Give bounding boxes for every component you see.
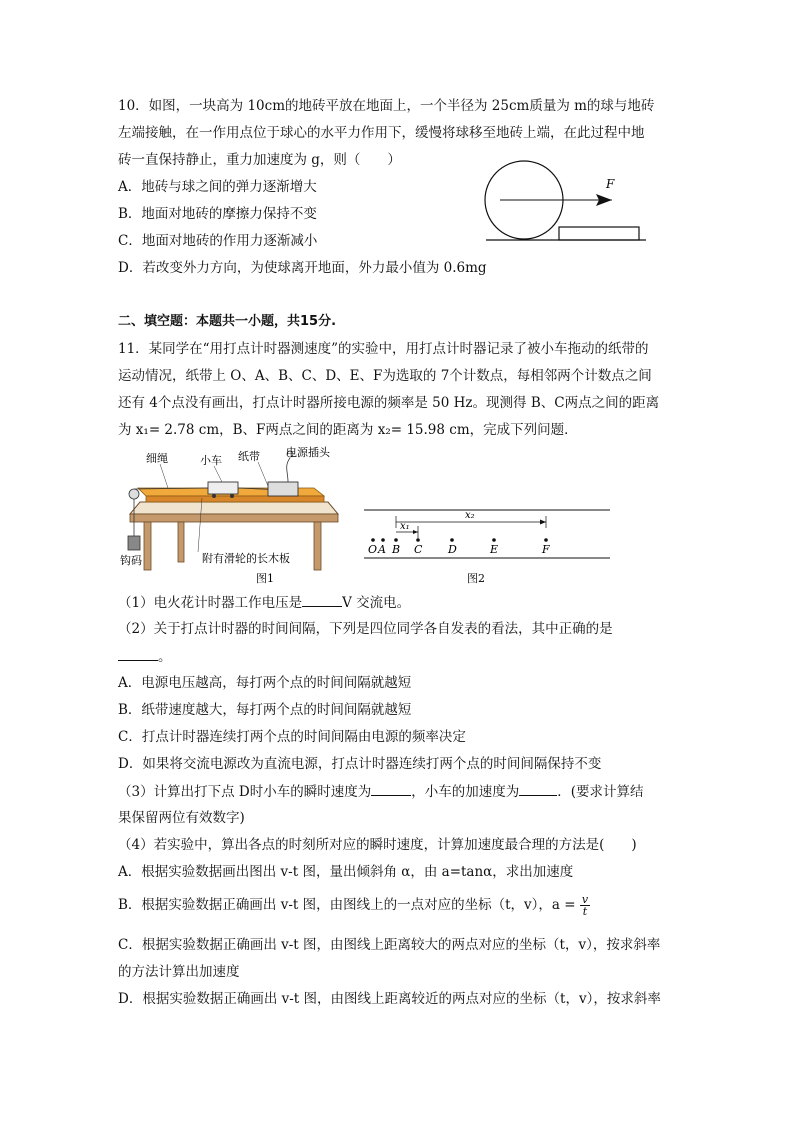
x1-label: x₁ (400, 521, 410, 532)
brick (559, 227, 639, 240)
q11-p4: （4）若实验中，算出各点的时刻所对应的瞬时速度，计算加速度最合理的方法是( ) (118, 837, 637, 853)
q11-p4-option-c-2: 的方法计算出加速度 (118, 964, 240, 980)
q11-intro-3: 还有 4个点没有画出，打点计时器所接电源的频率是 50 Hz。现测得 B、C两点之间的距离 (118, 395, 660, 411)
point-label: A (378, 543, 386, 556)
figure-2 (362, 496, 612, 586)
q11-p2-end: 。 (118, 646, 172, 667)
label-tape: 纸带 (238, 450, 260, 463)
q11-intro-1: 11．某同学在“用打点计时器测速度”的实验中，用打点计时器记录了被小车拖动的纸带的 (118, 341, 649, 357)
q10-line2: 左端接触，在一作用点位于球心的水平力作用下，缓慢将球移至地砖上端，在此过程中地 (118, 125, 645, 141)
answer-blank[interactable] (118, 646, 158, 661)
point-label: O (368, 543, 378, 556)
q10-figure (484, 160, 654, 246)
point-label: B (392, 543, 401, 556)
q11-p2-option-b: B．纸带速度越大，每打两个点的时间间隔就越短 (118, 702, 412, 718)
section2-title: 二、填空题：本题共一小题，共15分. (118, 314, 337, 329)
q11-p2-option-a: A．电源电压越高，每打两个点的时间间隔就越短 (118, 675, 412, 691)
q11-p2: （2）关于打点计时器的时间间隔，下列是四位同学各自发表的看法，其中正确的是 (118, 621, 613, 637)
figure-1-caption: 图1 (256, 572, 274, 585)
timer (268, 482, 298, 496)
q11-intro-2: 运动情况，纸带上 O、A、B、C、D、E、F为选取的 7个计数点，每相邻两个计数点之间 (118, 368, 652, 384)
fraction-v-over-t: $\frac{v}{t}$ (581, 893, 589, 918)
label-cart: 小车 (200, 454, 222, 467)
label-board: 附有滑轮的长木板 (202, 552, 290, 565)
answer-blank[interactable] (371, 781, 411, 796)
weight (128, 536, 140, 550)
q10-option-b: B．地面对地砖的摩擦力保持不变 (118, 206, 317, 222)
q11-p4-option-a: A．根据实验数据画出图出 v-t 图，量出倾斜角 α，由 a=tanα，求出加速度 (118, 864, 574, 880)
q10-option-c: C．地面对地砖的作用力逐渐减小 (118, 233, 318, 249)
table-top (130, 502, 338, 514)
point-label: C (414, 543, 423, 556)
x2-label: x₂ (465, 510, 475, 521)
table-leg (314, 522, 321, 570)
label-weight: 钩码 (120, 554, 142, 567)
q10-option-a: A．地砖与球之间的弹力逐渐增大 (118, 179, 317, 195)
cart (208, 482, 238, 494)
label-rope: 细绳 (146, 452, 168, 465)
figure-1 (118, 444, 348, 586)
point-label: D (448, 543, 457, 556)
figure-2-caption: 图2 (467, 572, 485, 585)
point-label: F (542, 543, 550, 556)
q10-option-d: D．若改变外力方向，为使球离开地面，外力最小值为 0.6mg (118, 260, 487, 276)
q11-p4-option-b: B．根据实验数据正确画出 v-t 图，由图线上的一点对应的坐标（t，v），a = $\frac{v}{t}$ (118, 893, 589, 918)
q11-p1: （1）电火花计时器工作电压是 V 交流电。 (118, 592, 410, 613)
q11-p3-line2: 果保留两位有效数字) (118, 810, 245, 826)
answer-blank[interactable] (519, 781, 557, 796)
q10-line3: 砖一直保持静止，重力加速度为 g，则（ ） (118, 152, 401, 168)
pulley (129, 489, 139, 499)
q10-line1: 10．如图，一块高为 10cm的地砖平放在地面上，一个半径为 25cm质量为 m的球与地砖 (118, 98, 655, 114)
label-plug: 电源插头 (286, 446, 330, 459)
q11-p2-option-c: C．打点计时器连续打两个点的时间间隔由电源的频率决定 (118, 729, 466, 745)
q11-intro-4: 为 x₁= 2.78 cm，B、F两点之间的距离为 x₂= 15.98 cm，完成下列问题． (118, 422, 578, 438)
point-label: E (490, 543, 499, 556)
q11-p4-option-d-1: D．根据实验数据正确画出 v-t 图，由图线上距离较近的两点对应的坐标（t，v），按求斜率 (118, 991, 661, 1007)
q11-p4-option-c-1: C．根据实验数据正确画出 v-t 图，由图线上距离较大的两点对应的坐标（t，v），按求斜率 (118, 937, 661, 953)
q11-p3: （3）计算出打下点 D时小车的瞬时速度为 ，小车的加速度为 ．(要求计算结 (118, 781, 644, 802)
table-leg (144, 522, 151, 570)
answer-blank[interactable] (302, 592, 342, 607)
force-label: F (606, 177, 615, 191)
q11-p2-option-d: D．如果将交流电源改为直流电源，打点计时器连续打两个点的时间间隔保持不变 (118, 756, 602, 772)
